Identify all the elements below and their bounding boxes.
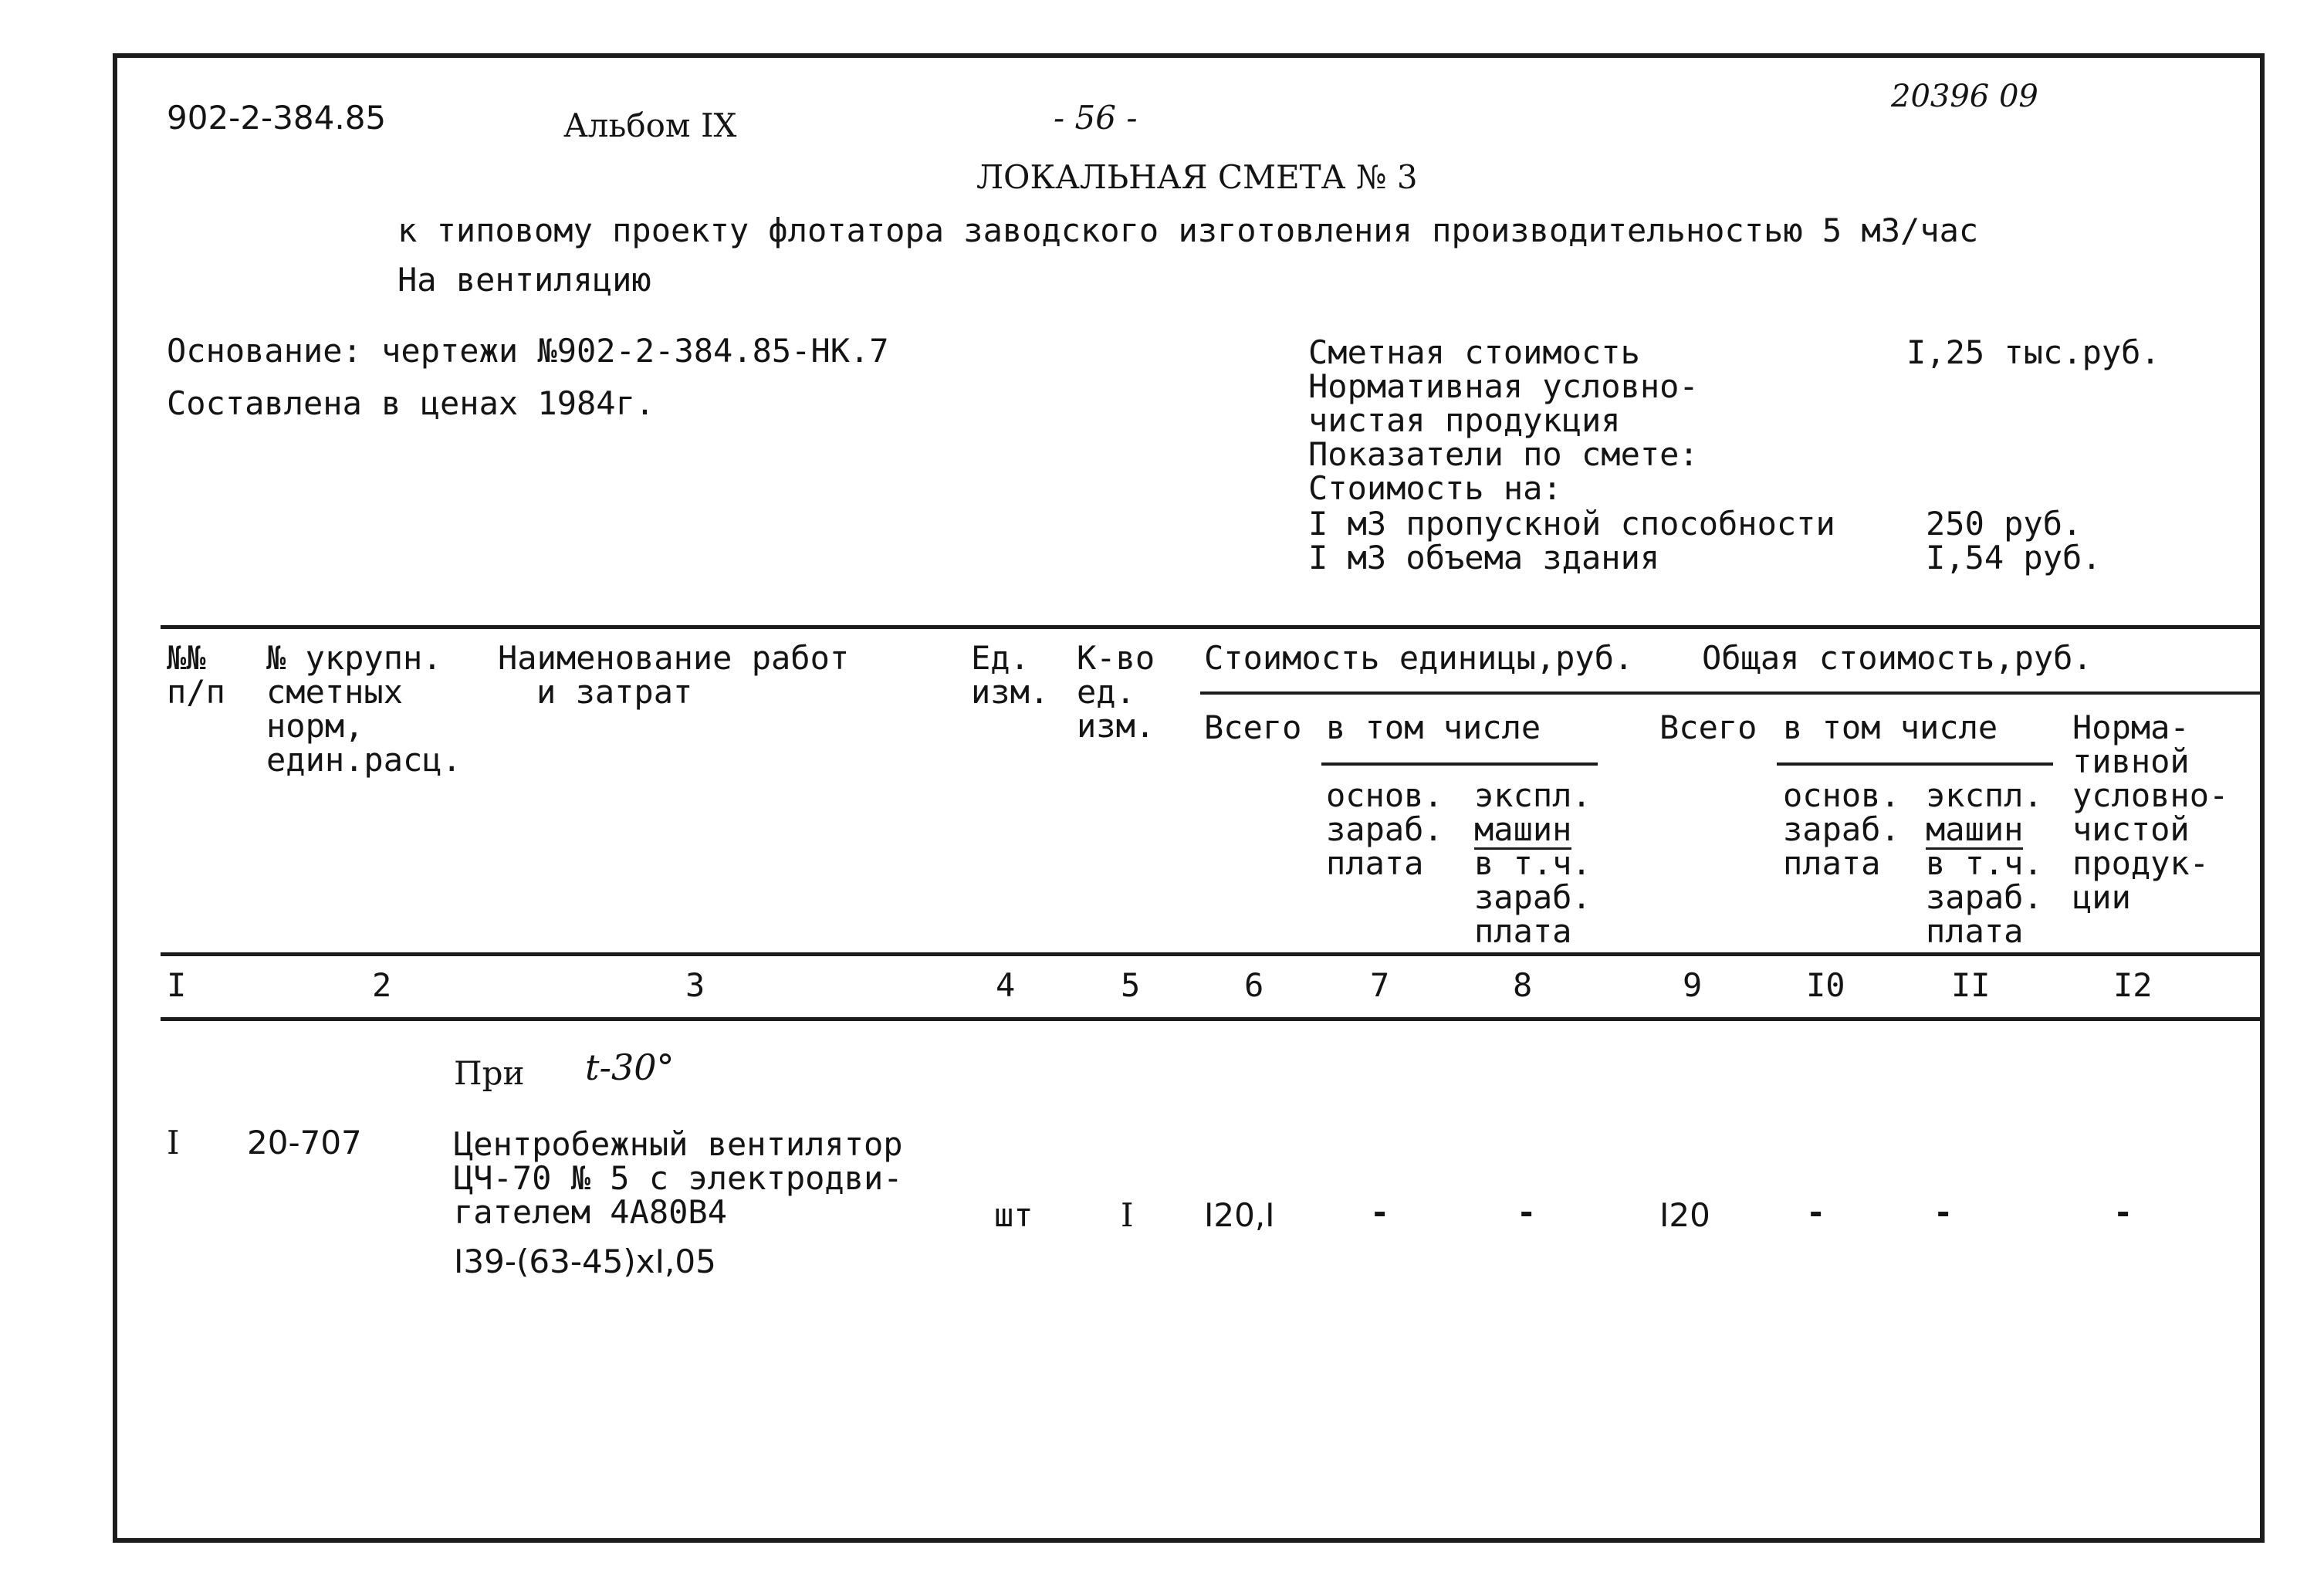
row-name-3: гателем 4А80В4 — [454, 1193, 728, 1231]
total-including-header: в том числе — [1783, 708, 1998, 746]
table-top-rule — [161, 625, 2260, 629]
basis-line: Основание: чертежи №902-2-384.85-НК.7 — [167, 332, 889, 370]
capacity-label: I м3 пропускной способности — [1308, 505, 1835, 543]
norm-header-a: Норма- — [2072, 708, 2190, 746]
column-number: 7 — [1370, 966, 1390, 1004]
total-including-rule — [1777, 762, 2053, 766]
purpose: На вентиляцию — [397, 261, 651, 299]
column-number: I0 — [1806, 966, 1845, 1004]
unit-mach-header-a: экспл. — [1474, 776, 1592, 814]
subtitle: к типовому проекту флотатора заводского изготовления производительностью 5 м3/час — [397, 211, 1979, 249]
row-code: 20-707 — [247, 1124, 362, 1161]
norm-header-b: тивной — [2072, 742, 2190, 780]
page-title: ЛОКАЛЬНАЯ СМЕТА № 3 — [976, 158, 1418, 196]
column-number: I — [167, 966, 187, 1004]
total-mach-header-c: в т.ч. — [1926, 844, 2043, 882]
column-number: 6 — [1244, 966, 1264, 1004]
row-formula: I39-(63-45)хI,05 — [454, 1243, 716, 1280]
total-wage-header-a: основ. — [1783, 776, 1900, 814]
col5-header-a: К-во — [1077, 639, 1155, 677]
total-mach-header-e: плата — [1926, 912, 2024, 950]
col2-header-c: норм, — [266, 707, 364, 745]
column-number: 2 — [372, 966, 392, 1004]
volume-value: I,54 руб. — [1926, 539, 2102, 577]
total-mach-header-a: экспл. — [1926, 776, 2043, 814]
unit-including-header: в том числе — [1326, 708, 1541, 746]
total-total-header: Всего — [1659, 708, 1757, 746]
col3-header-b: и затрат — [536, 673, 693, 711]
norm-header-f: ции — [2072, 878, 2131, 916]
cost-per-label: Стоимость на: — [1308, 469, 1562, 507]
capacity-value: 250 руб. — [1926, 505, 2082, 543]
doc-code: 902-2-384.85 — [167, 99, 387, 137]
total-wage-header-b: зараб. — [1783, 810, 1900, 848]
temperature-note: t-30° — [585, 1047, 675, 1088]
col2-header-b: сметных — [266, 673, 404, 711]
col4-header-a: Ед. — [971, 639, 1030, 677]
row-unit-mach: - — [1517, 1193, 1537, 1231]
unit-cost-rule — [1200, 691, 2260, 695]
header-bottom-rule — [161, 952, 2260, 956]
col5-header-b: ед. — [1077, 673, 1135, 711]
unit-wage-header-a: основ. — [1326, 776, 1443, 814]
volume-label: I м3 объема здания — [1308, 539, 1660, 577]
prices-line: Составлена в ценах 1984г. — [167, 384, 655, 422]
unit-mach-header-d: зараб. — [1474, 878, 1592, 916]
row-unit-wage: - — [1370, 1193, 1390, 1231]
norm-label-2: чистая продукция — [1308, 401, 1621, 439]
row-total-mach: - — [1933, 1193, 1954, 1231]
col2-header-a: № укрупн. — [266, 639, 442, 677]
col1-header-b: п/п — [167, 673, 225, 711]
section-note: При — [454, 1054, 525, 1092]
unit-wage-header-b: зараб. — [1326, 810, 1443, 848]
col4-header-b: изм. — [971, 673, 1050, 711]
column-number: I2 — [2113, 966, 2153, 1004]
norm-header-e: продук- — [2072, 844, 2210, 882]
col1-header-a: №№ — [167, 639, 206, 677]
col3-header-a: Наименование работ — [498, 639, 850, 677]
row-unit-total: I20,I — [1204, 1196, 1275, 1234]
album-label: Альбом IX — [563, 107, 737, 144]
unit-including-rule — [1321, 762, 1598, 766]
unit-mach-header-b: машин — [1474, 810, 1572, 848]
total-mach-header-d: зараб. — [1926, 878, 2043, 916]
row-total-wage: - — [1806, 1193, 1826, 1231]
total-wage-header-c: плата — [1783, 844, 1881, 882]
column-number: 9 — [1683, 966, 1703, 1004]
col2-header-d: един.расц. — [266, 741, 462, 779]
column-number: 3 — [685, 966, 705, 1004]
total-mach-header-b: машин — [1926, 810, 2024, 848]
cost-value: I,25 тыс.руб. — [1906, 333, 2160, 371]
unit-total-header: Всего — [1204, 708, 1302, 746]
row-name-2: ЦЧ-70 № 5 с электродви- — [454, 1159, 903, 1197]
row-qty: I — [1121, 1196, 1134, 1234]
cost-label: Сметная стоимость — [1308, 333, 1640, 371]
page-number: - 56 - — [1054, 99, 1138, 137]
unit-wage-header-c: плата — [1326, 844, 1424, 882]
indicators-label: Показатели по смете: — [1308, 435, 1699, 473]
norm-header-c: условно- — [2072, 776, 2229, 814]
row-unit: шт — [994, 1196, 1033, 1234]
row-total: I20 — [1659, 1196, 1710, 1234]
unit-cost-group: Стоимость единицы,руб. — [1204, 639, 1634, 677]
column-number: 5 — [1121, 966, 1141, 1004]
column-numbers-rule — [161, 1017, 2260, 1021]
col5-header-c: изм. — [1077, 707, 1155, 745]
row-name-1: Центробежный вентилятор — [454, 1125, 903, 1163]
column-number: 8 — [1513, 966, 1533, 1004]
unit-mach-header-e: плата — [1474, 912, 1572, 950]
column-number: 4 — [996, 966, 1016, 1004]
norm-label-1: Нормативная условно- — [1308, 367, 1699, 405]
norm-header-d: чистой — [2072, 810, 2190, 848]
unit-mach-header-c: в т.ч. — [1474, 844, 1592, 882]
row-number: I — [167, 1124, 180, 1161]
row-norm-product: - — [2113, 1193, 2133, 1231]
total-cost-group: Общая стоимость,руб. — [1702, 639, 2092, 677]
column-number: II — [1951, 966, 1991, 1004]
archive-number: 20396 09 — [1891, 79, 2038, 114]
